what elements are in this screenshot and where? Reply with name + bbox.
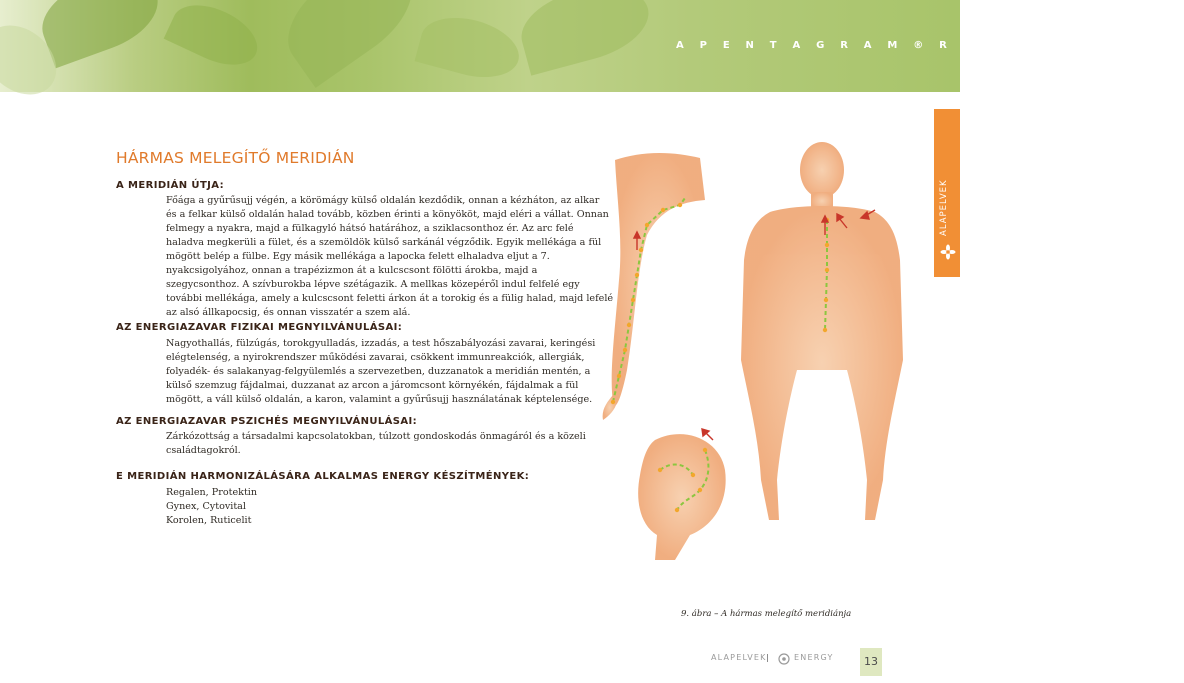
psychic-heading: AZ ENERGIAZAVAR PSZICHÉS MEGNYILVÁNULÁSAI:: [116, 416, 418, 427]
route-line: nyakcsigolyához, onnan a trapézizmon át a kulcscsont fölötti árokba, majd a: [166, 265, 538, 276]
footer-brand: ENERGY: [794, 653, 834, 662]
products-list: [166, 486, 257, 528]
product-item: Korolen, Ruticelit: [166, 515, 252, 526]
route-heading: A MERIDIÁN ÚTJA:: [116, 180, 225, 191]
physical-line: elégtelenség, a nyirokrendszer működési zavarai, csökkent immunreakciók, allergiák,: [166, 352, 585, 363]
psychic-line: Zárkózottság a társadalmi kapcsolatokban, túlzott gondoskodás önmagáról és a közeli: [166, 431, 586, 442]
star-flower-icon: [940, 244, 956, 260]
leaf-decoration: [270, 0, 431, 88]
psychic-line: családtagokról.: [166, 445, 241, 456]
side-tab-label: ALAPELVEK: [939, 179, 949, 236]
route-line: és a felkar külső oldalán halad tovább, közben érinti a könyököt, majd eléri a vállat. Onnan: [166, 209, 609, 220]
route-paragraph: [166, 194, 613, 320]
physical-heading: AZ ENERGIAZAVAR FIZIKAI MEGNYILVÁNULÁSAI:: [116, 322, 403, 333]
product-item: Gynex, Cytovital: [166, 501, 246, 512]
route-line: az alsó állkapocsig, és onnan visszatér a szem alá.: [166, 307, 411, 318]
product-item: Regalen, Protektin: [166, 487, 258, 498]
leaf-decoration: [513, 0, 657, 76]
physical-paragraph: [166, 337, 595, 407]
leaf-decoration: [415, 8, 526, 87]
route-line: haladva megkerüli a fület, és a szemöldök külső sarkánál végződik. Egyik mellékága a fül: [166, 237, 602, 248]
psychic-paragraph: [166, 430, 586, 458]
page-number: 13: [864, 655, 878, 668]
route-line: Főága a gyűrűsujj végén, a körömágy külső oldalán kezdődik, onnan a kézháton, az alkar: [166, 195, 600, 206]
figure-caption: 9. ábra – A hármas melegítő meridiánja: [681, 609, 852, 619]
footer-section: ALAPELVEK: [711, 653, 767, 662]
energy-logo-icon: [778, 653, 790, 665]
meridian-figure: [585, 140, 925, 595]
physical-line: Nagyothallás, fülzúgás, torokgyulladás, izzadás, a test hőszabályozási zavarai, keringési: [166, 338, 596, 349]
route-line: mögött belép a fülbe. Egy másik mellékága a lapocka felett elhaladva eljut a 7.: [166, 251, 550, 262]
head-silhouette: [638, 434, 726, 560]
route-line: felmegy a nyakra, majd a fülkagyló hátsó határához, a sziklacsonthoz ér. Az arc felé: [166, 223, 574, 234]
physical-line: folyadék- és salakanyag-felgyülemlés a szervezetben, duzzanatok a meridián mentén, a: [166, 366, 591, 377]
brand-title: A P E N T A G R A M ® R E G E N E R Á C I Ó: [676, 40, 1184, 51]
physical-line: mögött, a váll külső oldalán, a karon, valamint a gyűrűsujj használatának képtelensége.: [166, 394, 593, 405]
products-heading: E MERIDIÁN HARMONIZÁLÁSÁRA ALKALMAS ENERGY KÉSZÍTMÉNYEK:: [116, 471, 530, 482]
route-line: további mellékága, amely a kulcscsont feletti árkon át a torokig és a fülig halad, majd lefelé: [166, 293, 614, 304]
footer-separator: |: [766, 653, 770, 662]
page-title: HÁRMAS MELEGÍTŐ MERIDIÁN: [116, 149, 355, 167]
physical-line: külső szemzug fájdalmai, duzzanat az arcon a járomcsont környékén, fájdalmak a fül: [166, 380, 579, 391]
route-line: szegycsonthoz. A szívburokba lépve szétágazik. A mellkas közepéről indul felfelé egy: [166, 279, 580, 290]
leaf-decoration: [164, 0, 267, 77]
body-silhouette: [741, 142, 903, 520]
